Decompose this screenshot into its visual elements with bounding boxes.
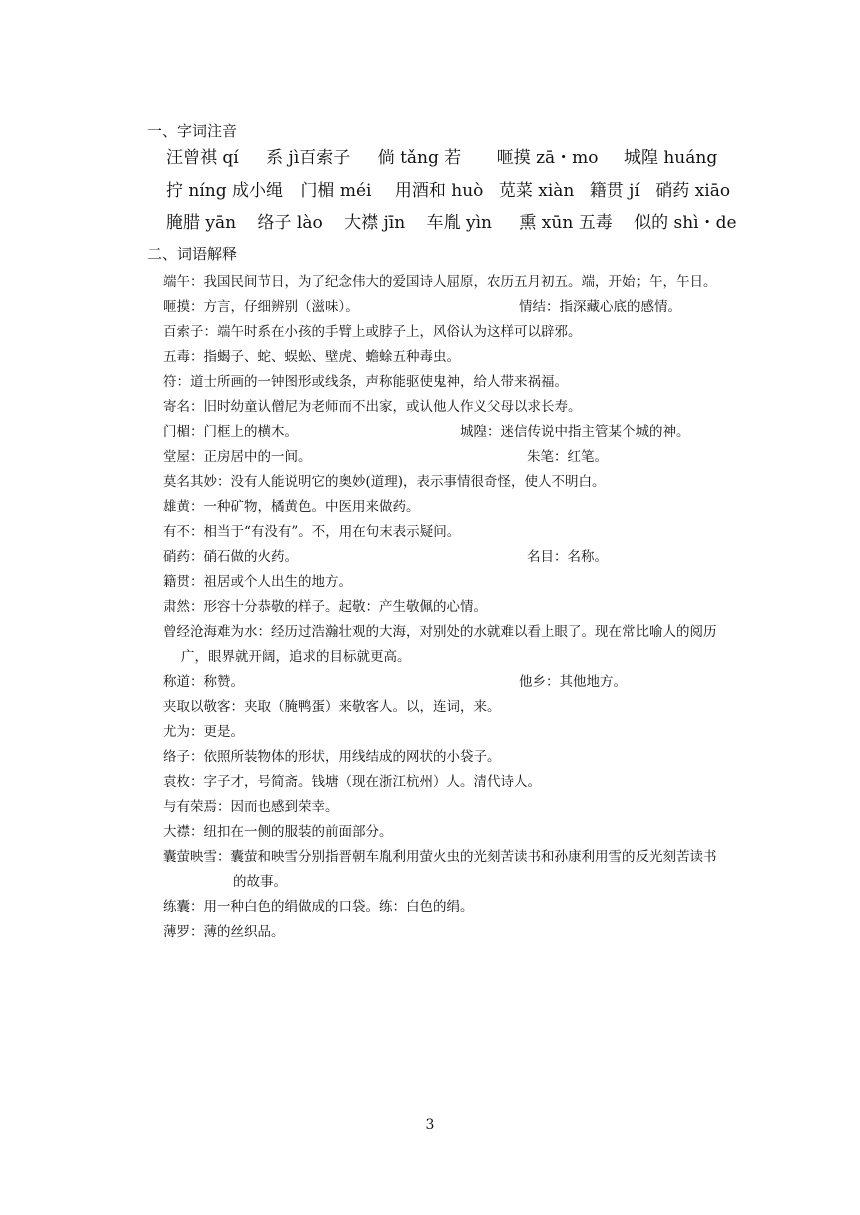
glossary-entry bbox=[147, 495, 717, 520]
glossary-entry bbox=[147, 770, 717, 795]
glossary-list bbox=[147, 270, 717, 945]
glossary-entry-pair bbox=[147, 420, 717, 445]
glossary-entry-cangjing: 曾经沧海难为水：经历过浩瀚壮观的大海，对别处的水就难以看上眼了。现在常比喻人的阅历广，眼界就开阔，追求的目标就更高。 bbox=[163, 624, 717, 665]
glossary-entry bbox=[147, 470, 717, 495]
glossary-entry bbox=[147, 370, 717, 395]
glossary-entry-boluo: 薄罗：薄的丝织品。 bbox=[163, 924, 285, 940]
glossary-entry-suran: 肃然：形容十分恭敬的样子。起敬：产生敬佩的心情。 bbox=[163, 599, 487, 615]
section-heading-glossary: 二、词语解释 bbox=[147, 245, 238, 263]
glossary-entry-xiaoyao: 硝药：硝石做的火药。 bbox=[163, 549, 298, 565]
glossary-entry bbox=[147, 720, 717, 745]
glossary-entry-dajin: 大襟：纽扣在一侧的服装的前面部分。 bbox=[163, 824, 393, 840]
glossary-entry-nangying: 囊萤映雪：囊萤和映雪分别指晋朝车胤利用萤火虫的光刻苦读书和孙康利用雪的反光刻苦读书的故事。 bbox=[163, 849, 717, 890]
glossary-entry-liannang: 练囊：用一种白色的绢做成的口袋。练：白色的绢。 bbox=[163, 899, 474, 915]
glossary-entry-yuanmei: 袁枚：字子才，号简斋。钱塘（现在浙江杭州）人。清代诗人。 bbox=[163, 774, 541, 790]
pinyin-item: 汪曾祺 qí bbox=[166, 148, 239, 168]
glossary-entry bbox=[147, 345, 717, 370]
glossary-entry-mingmu: 名目：名称。 bbox=[527, 549, 608, 565]
pinyin-item: 硝药 xiāo bbox=[655, 181, 731, 201]
glossary-entry-youbu: 有不：相当于“有没有”。不，用在句末表示疑问。 bbox=[163, 524, 461, 540]
glossary-entry-pair bbox=[147, 670, 717, 695]
pinyin-line-3 bbox=[166, 211, 751, 235]
pinyin-item: 系 jì百索子 bbox=[266, 148, 351, 168]
glossary-entry-yuyourongyan: 与有荣焉：因而也感到荣幸。 bbox=[163, 799, 339, 815]
glossary-entry-menmei: 门楣：门框上的横木。 bbox=[163, 424, 298, 440]
pinyin-item: 籍贯 jí bbox=[589, 181, 640, 201]
glossary-entry bbox=[147, 595, 717, 620]
glossary-entry-jiaqu: 夹取以敬客：夹取（腌鸭蛋）来敬客人。以，连词，来。 bbox=[163, 699, 501, 715]
glossary-entry bbox=[147, 695, 717, 720]
glossary-entry bbox=[147, 920, 717, 945]
glossary-entry bbox=[147, 520, 717, 545]
glossary-entry-chengdao: 称道：称赞。 bbox=[163, 674, 244, 690]
glossary-entry-taxiang: 他乡：其他地方。 bbox=[519, 674, 627, 690]
pinyin-item: 门楣 méi bbox=[300, 181, 372, 201]
glossary-entry-qingjie: 情结：指深藏心底的感情。 bbox=[519, 299, 681, 315]
pinyin-item: 用酒和 huò bbox=[394, 181, 484, 201]
glossary-entry bbox=[147, 795, 717, 820]
pinyin-item: 似的 shì・de bbox=[634, 213, 737, 233]
glossary-entry-wudu: 五毒：指蝎子、蛇、蜈蚣、壁虎、蟾蜍五种毒虫。 bbox=[163, 349, 460, 365]
glossary-entry bbox=[147, 570, 717, 595]
pinyin-item: 苋菜 xiàn bbox=[498, 181, 575, 201]
glossary-entry-laozi: 络子：依照所装物体的形状，用线结成的网状的小袋子。 bbox=[163, 749, 501, 765]
glossary-entry-pair bbox=[147, 545, 717, 570]
glossary-entry-baisuozi: 百索子：端午时系在小孩的手臂上或脖子上，风俗认为这样可以辟邪。 bbox=[163, 324, 582, 340]
glossary-entry-chenghuang: 城隍：迷信传说中指主管某个城的神。 bbox=[460, 424, 690, 440]
glossary-entry-pair bbox=[147, 445, 717, 470]
glossary-entry-pair bbox=[147, 295, 717, 320]
glossary-entry-fu: 符：道士所画的一钟图形或线条，声称能驱使鬼神，给人带来祸福。 bbox=[163, 374, 568, 390]
pinyin-item: 拧 níng 成小绳 bbox=[166, 181, 284, 201]
pinyin-item: 城隍 huáng bbox=[623, 148, 718, 168]
glossary-entry-zamo: 咂摸：方言，仔细辨别（滋味）。 bbox=[163, 299, 359, 315]
section-heading-pronunciation: 一、字词注音 bbox=[147, 122, 238, 140]
glossary-entry-jiming: 寄名：旧时幼童认僧尼为老师而不出家，或认他人作义父母以求长寿。 bbox=[163, 399, 582, 415]
glossary-entry-youwei: 尤为：更是。 bbox=[163, 724, 244, 740]
glossary-entry-tangwu: 堂屋：正房居中的一间。 bbox=[163, 449, 312, 465]
pinyin-item: 倘 tǎng 若 bbox=[377, 148, 462, 168]
pinyin-item: 大襟 jīn bbox=[344, 213, 406, 233]
pinyin-item: 车胤 yìn bbox=[426, 213, 492, 233]
page-number: 3 bbox=[425, 1117, 435, 1133]
glossary-entry bbox=[147, 320, 717, 345]
pinyin-line-1 bbox=[166, 146, 731, 170]
pinyin-item: 咂摸 zā・mo bbox=[496, 148, 599, 168]
pinyin-item: 腌腊 yān bbox=[166, 213, 237, 233]
pinyin-item: 熏 xūn 五毒 bbox=[519, 213, 613, 233]
pinyin-item: 络子 lào bbox=[257, 213, 323, 233]
glossary-entry-duanwu: 端午：我国民间节日，为了纪念伟大的爱国诗人屈原，农历五月初五。端，开始；午，午日。 bbox=[163, 274, 717, 290]
glossary-entry bbox=[147, 895, 717, 920]
pinyin-line-2 bbox=[166, 179, 744, 203]
glossary-entry bbox=[147, 745, 717, 770]
glossary-entry bbox=[147, 395, 717, 420]
glossary-entry-momingqimiao: 莫名其妙：没有人能说明它的奥妙(道理)，表示事情很奇怪，使人不明白。 bbox=[163, 474, 606, 490]
glossary-entry bbox=[147, 820, 717, 845]
glossary-entry-xionghuang: 雄黄：一种矿物，橘黄色。中医用来做药。 bbox=[163, 499, 420, 515]
glossary-entry-jiguan: 籍贯：祖居或个人出生的地方。 bbox=[163, 574, 352, 590]
glossary-entry-zhubi: 朱笔：红笔。 bbox=[527, 449, 608, 465]
